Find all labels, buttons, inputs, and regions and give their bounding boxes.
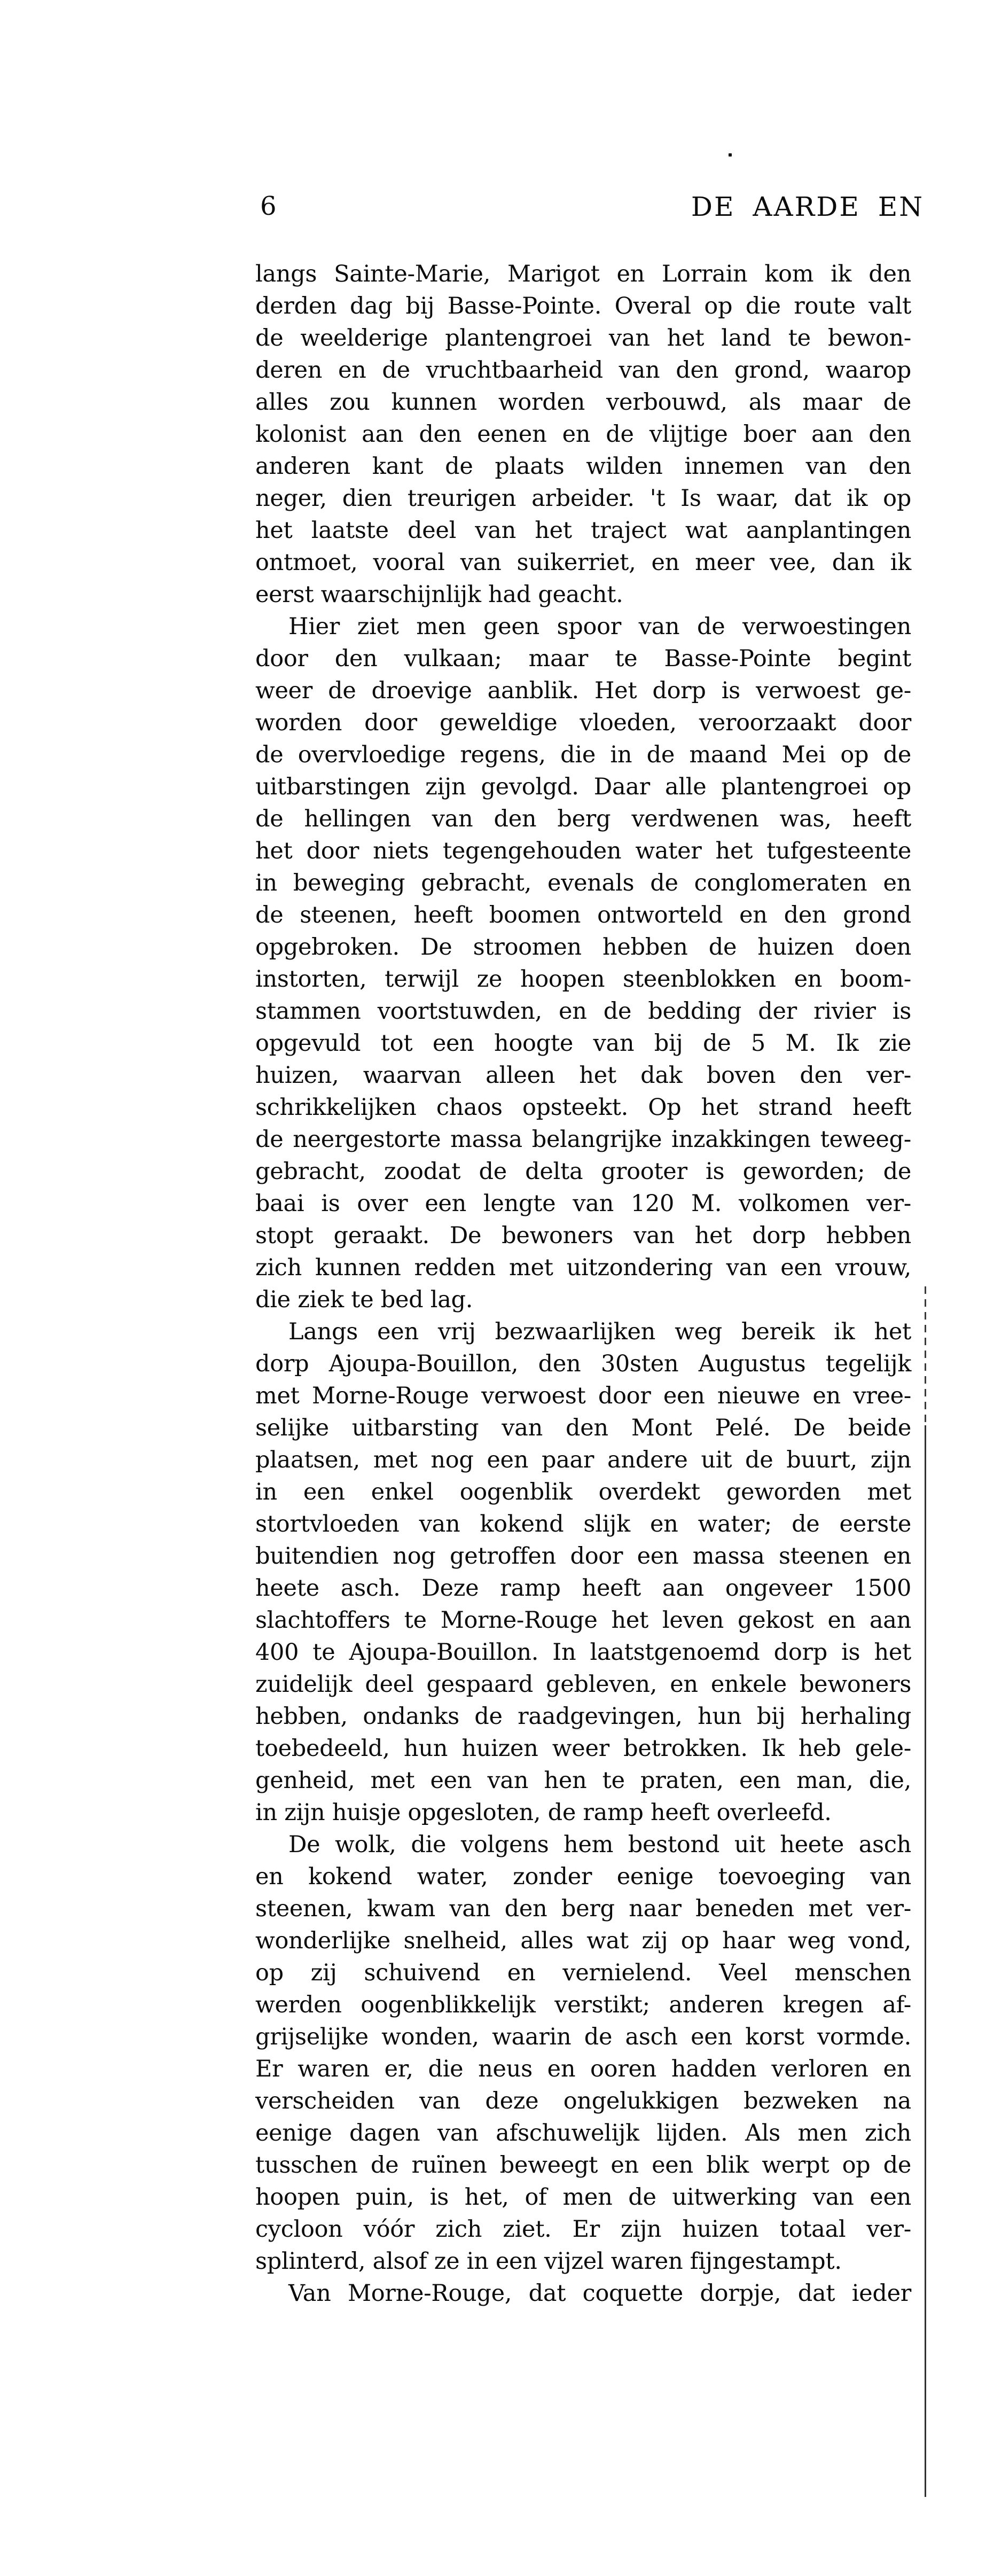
body-text xyxy=(255,258,911,2309)
text-line: weer de droevige aanblik. Het dorp is verwoest ge- xyxy=(255,677,911,704)
text-line: opgebroken. De stroomen hebben de huizen doen xyxy=(255,934,911,961)
text-line: de neergestorte massa belangrijke inzakkingen teweeg- xyxy=(255,1126,911,1153)
running-header: DE AARDE EN xyxy=(691,191,924,222)
scan-edge-rule-dashed xyxy=(925,1286,926,1425)
text-line: in zijn huisje opgesloten, de ramp heeft overleefd. xyxy=(255,1799,832,1826)
text-line: tusschen de ruïnen beweegt en een blik werpt op de xyxy=(255,2152,911,2179)
text-line: plaatsen, met nog een paar andere uit de buurt, zijn xyxy=(255,1447,911,1473)
text-line: ontmoet, vooral van suikerriet, en meer vee, dan ik xyxy=(255,549,911,576)
text-line: hebben, ondanks de raadgevingen, hun bij herhaling xyxy=(255,1703,911,1730)
text-line: Van Morne-Rouge, dat coquette dorpje, dat ieder xyxy=(288,2280,911,2307)
text-line: zuidelijk deel gespaard gebleven, en enkele bewoners xyxy=(255,1671,911,1698)
text-line: De wolk, die volgens hem bestond uit heete asch xyxy=(288,1831,911,1858)
text-line: op zij schuivend en vernielend. Veel menschen xyxy=(255,1960,911,1986)
text-line: dorp Ajoupa-Bouillon, den 30sten Augustus tegelijk xyxy=(255,1351,911,1377)
text-line: stammen voortstuwden, en de bedding der rivier is xyxy=(255,998,911,1025)
text-line: de steenen, heeft boomen ontworteld en den grond xyxy=(255,902,911,928)
text-line: uitbarstingen zijn gevolgd. Daar alle plantengroei op xyxy=(255,774,911,800)
text-line: werden oogenblikkelijk verstikt; anderen kregen af- xyxy=(255,1992,911,2018)
text-line: wonderlijke snelheid, alles wat zij op haar weg vond, xyxy=(255,1927,911,1954)
text-line: stopt geraakt. De bewoners van het dorp hebben xyxy=(255,1222,911,1249)
text-line: 400 te Ajoupa-Bouillon. In laatstgenoemd dorp is het xyxy=(255,1639,911,1666)
text-line: genheid, met een van hen te praten, een man, die, xyxy=(255,1767,911,1794)
text-line: Er waren er, die neus en ooren hadden verloren en xyxy=(255,2056,911,2082)
text-line: alles zou kunnen worden verbouwd, als maar de xyxy=(255,389,911,416)
ink-speck-artifact xyxy=(729,153,732,157)
text-line: schrikkelijken chaos opsteekt. Op het strand heeft xyxy=(255,1094,911,1121)
text-line: opgevuld tot een hoogte van bij de 5 M. Ik zie xyxy=(255,1030,911,1057)
page-number: 6 xyxy=(260,191,277,221)
text-line: de hellingen van den berg verdwenen was, heeft xyxy=(255,806,911,832)
text-line: kolonist aan den eenen en de vlijtige boer aan den xyxy=(255,421,911,448)
text-line: langs Sainte-Marie, Marigot en Lorrain kom ik den xyxy=(255,261,911,287)
text-line: gebracht, zoodat de delta grooter is geworden; de xyxy=(255,1158,911,1185)
text-line: huizen, waarvan alleen het dak boven den ver- xyxy=(255,1062,911,1089)
text-line: deren en de vruchtbaarheid van den grond, waarop xyxy=(255,357,911,384)
text-line: Langs een vrij bezwaarlijken weg bereik ik het xyxy=(288,1318,911,1345)
text-line: met Morne-Rouge verwoest door een nieuwe en vree- xyxy=(255,1383,911,1409)
text-line: anderen kant de plaats wilden innemen van den xyxy=(255,453,911,480)
text-line: in een enkel oogenblik overdekt geworden met xyxy=(255,1479,911,1505)
text-line: eenige dagen van afschuwelijk lijden. Als men zich xyxy=(255,2120,911,2146)
text-line: cycloon vóór zich ziet. Er zijn huizen totaal ver- xyxy=(255,2216,911,2243)
text-line: steenen, kwam van den berg naar beneden met ver- xyxy=(255,1895,911,1922)
text-line: buitendien nog getroffen door een massa steenen en xyxy=(255,1543,911,1570)
text-line: die ziek te bed lag. xyxy=(255,1286,473,1313)
text-line: slachtoffers te Morne-Rouge het leven gekost en aan xyxy=(255,1607,911,1634)
text-line: derden dag bij Basse-Pointe. Overal op die route valt xyxy=(255,293,911,319)
text-line: baai is over een lengte van 120 M. volkomen ver- xyxy=(255,1190,911,1217)
text-line: stortvloeden van kokend slijk en water; de eerste xyxy=(255,1511,911,1537)
text-line: toebedeeld, hun huizen weer betrokken. Ik heb gele- xyxy=(255,1735,911,1762)
text-line: selijke uitbarsting van den Mont Pelé. De beide xyxy=(255,1415,911,1441)
text-line: splinterd, alsof ze in een vijzel waren fijngestampt. xyxy=(255,2248,842,2275)
text-line: heete asch. Deze ramp heeft aan ongeveer 1500 xyxy=(255,1575,911,1602)
scan-edge-rule xyxy=(925,1425,926,2497)
text-line: neger, dien treurigen arbeider. 't Is waar, dat ik op xyxy=(255,485,911,512)
text-line: het laatste deel van het traject wat aanplantingen xyxy=(255,517,911,544)
text-line: het door niets tegengehouden water het tufgesteente xyxy=(255,838,911,864)
text-line: de weelderige plantengroei van het land te bewon- xyxy=(255,325,911,352)
text-line: eerst waarschijnlijk had geacht. xyxy=(255,581,623,608)
text-line: grijselijke wonden, waarin de asch een korst vormde. xyxy=(255,2024,911,2050)
text-line: hoopen puin, is het, of men de uitwerking van een xyxy=(255,2184,911,2211)
text-line: worden door geweldige vloeden, veroorzaakt door xyxy=(255,709,911,736)
text-line: instorten, terwijl ze hoopen steenblokken en boom- xyxy=(255,966,911,993)
text-line: zich kunnen redden met uitzondering van een vrouw, xyxy=(255,1254,911,1281)
text-line: de overvloedige regens, die in de maand Mei op de xyxy=(255,741,911,768)
text-line: en kokend water, zonder eenige toevoeging van xyxy=(255,1863,911,1890)
text-line: in beweging gebracht, evenals de conglomeraten en xyxy=(255,870,911,896)
text-line: door den vulkaan; maar te Basse-Pointe begint xyxy=(255,645,911,672)
text-line: verscheiden van deze ongelukkigen bezweken na xyxy=(255,2088,911,2114)
text-line: Hier ziet men geen spoor van de verwoestingen xyxy=(288,613,911,640)
